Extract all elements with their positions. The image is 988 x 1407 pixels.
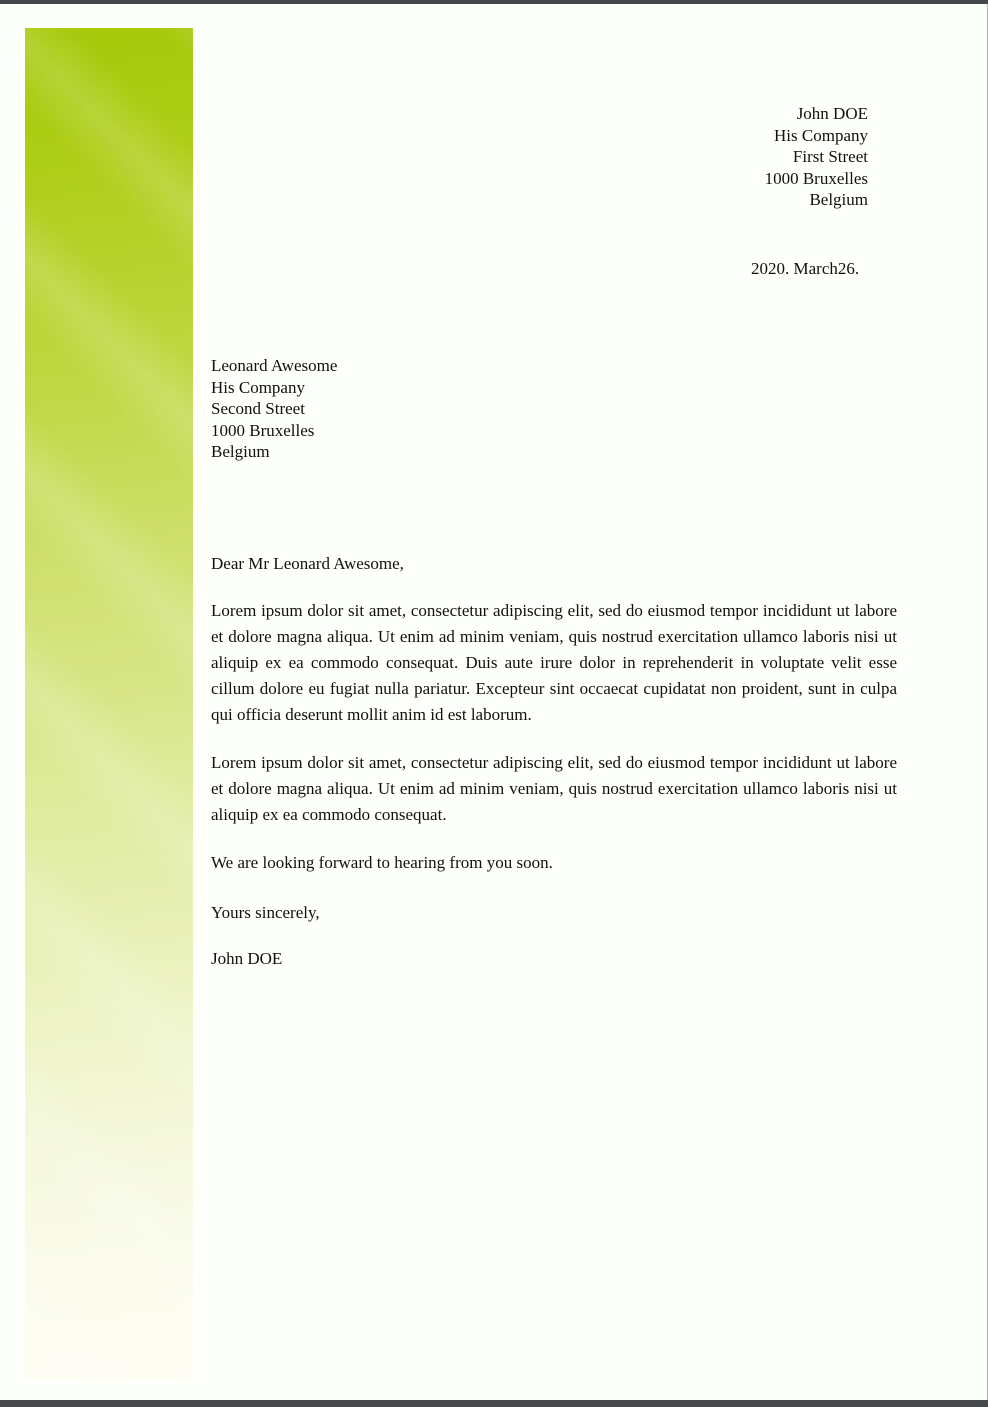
recipient-country: Belgium (211, 442, 270, 461)
sender-street: First Street (792, 147, 868, 166)
sender-name: John DOE (796, 104, 868, 123)
recipient-name: Leonard Awesome (211, 356, 338, 375)
green-gradient-sidebar (25, 28, 193, 1380)
body-paragraph-1: Lorem ipsum dolor sit amet, consectetur adipiscing elit, sed do eiusmod tempor incididunt ut labore et dolore magna aliqua. Ut enim ad minim veniam, quis nostrud exercitation ullamco laboris nisi ut aliquip ex ea commodo consequat. Duis aute irure dolor in reprehenderit in voluptate velit esse cillum dolore eu fugiat nulla pariatur. Excepteur sint occaecat cupidatat non proident, sunt in culpa qui officia deserunt mollit anim id est laborum. (211, 601, 897, 724)
recipient-address-block (211, 355, 337, 463)
valediction: Yours sincerely, (211, 903, 320, 922)
closing-line: We are looking forward to hearing from you soon. (211, 853, 553, 872)
recipient-street: Second Street (211, 399, 305, 418)
letter-date: 2020. March26. (751, 259, 860, 278)
sender-country: Belgium (809, 190, 868, 209)
page-frame-top-bar (0, 0, 988, 4)
page-frame-bottom-bar (0, 1400, 988, 1407)
sender-company: His Company (774, 125, 868, 145)
signature-name: John DOE (211, 949, 283, 968)
recipient-city: 1000 Bruxelles (211, 420, 315, 440)
recipient-company: His Company (211, 377, 305, 397)
sender-city: 1000 Bruxelles (764, 168, 868, 188)
sender-address-block (765, 103, 868, 211)
body-paragraph-2: Lorem ipsum dolor sit amet, consectetur adipiscing elit, sed do eiusmod tempor incididunt ut labore et dolore magna aliqua. Ut enim ad minim veniam, quis nostrud exercitation ullamco laboris nisi ut aliquip ex ea commodo consequat. (211, 753, 897, 824)
salutation: Dear Mr Leonard Awesome, (211, 554, 404, 573)
letter-body (211, 551, 897, 972)
